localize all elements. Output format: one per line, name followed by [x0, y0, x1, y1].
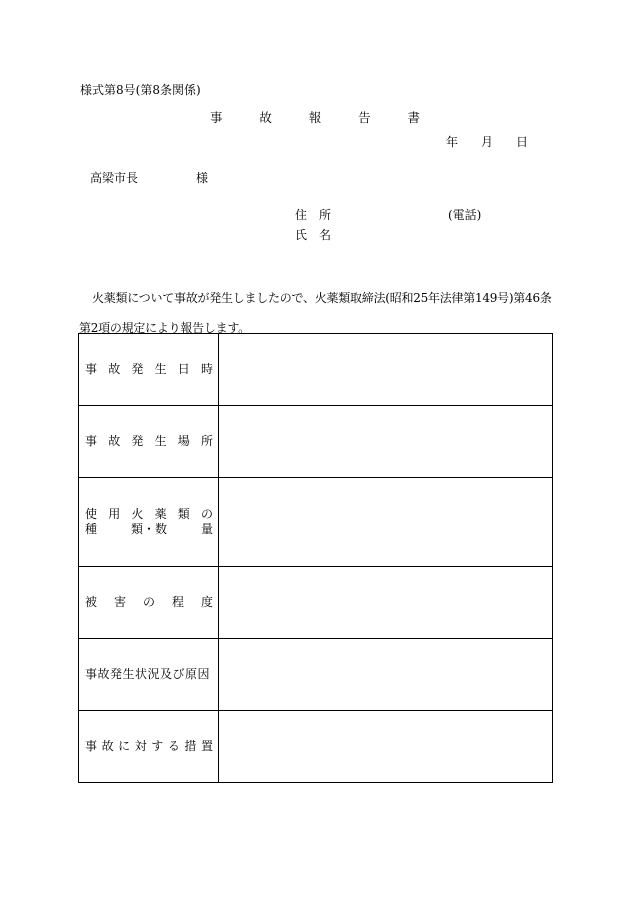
table-row — [79, 567, 553, 639]
row-label-circumstances-cause — [79, 639, 219, 711]
label-char: 薬 — [154, 507, 167, 521]
label-char: 所 — [200, 434, 213, 448]
report-table — [78, 333, 553, 783]
name-char: 氏 — [295, 228, 308, 242]
address-label — [295, 206, 331, 223]
label-char: 火 — [131, 507, 144, 521]
title-char: 故 — [259, 110, 272, 125]
label-char: 用 — [108, 507, 121, 521]
label-char: 時 — [200, 362, 213, 376]
label-char: る — [167, 739, 180, 753]
table-row — [79, 639, 553, 711]
label-char: 量 — [200, 522, 213, 536]
label-char: 種 — [85, 522, 98, 536]
label-text: 事故発生状況及び原因 — [85, 667, 211, 681]
title-char: 告 — [358, 110, 371, 125]
label-char: 置 — [200, 739, 213, 753]
table-row — [79, 711, 553, 783]
table-row — [79, 334, 553, 406]
label-char: 措 — [184, 739, 197, 753]
label-char: 被 — [85, 595, 98, 609]
addressee — [90, 169, 208, 186]
address-char: 住 — [295, 208, 308, 222]
addressee-honorific: 様 — [196, 171, 209, 185]
row-label-countermeasures — [79, 711, 219, 783]
label-char: 類・数 — [130, 522, 167, 536]
label-char: に — [118, 739, 131, 753]
label-char: 度 — [200, 595, 213, 609]
label-char: 生 — [154, 434, 167, 448]
title-char: 事 — [210, 110, 223, 125]
row-label-accident-datetime — [79, 334, 219, 406]
label-char: 生 — [154, 362, 167, 376]
circumstances-cause-field[interactable] — [219, 639, 553, 711]
date-day-label: 日 — [515, 135, 528, 149]
title-char: 書 — [407, 110, 420, 125]
table-row — [79, 478, 553, 567]
addressee-name: 高梁市長 — [90, 171, 139, 185]
date-month-label: 月 — [480, 135, 493, 149]
damage-extent-field[interactable] — [219, 567, 553, 639]
label-char: す — [151, 739, 164, 753]
accident-datetime-field[interactable] — [219, 334, 553, 406]
table-row — [79, 406, 553, 478]
label-char: 発 — [131, 362, 144, 376]
name-label — [295, 226, 331, 243]
body-text: 火薬類について事故が発生しましたので、火薬類取締法(昭和25年法律第149号)第46条第2項の規定により報告します。 — [79, 291, 552, 335]
document-title — [210, 108, 420, 126]
label-char: 事 — [85, 362, 98, 376]
label-char: 事 — [85, 739, 98, 753]
label-char: 故 — [108, 434, 121, 448]
label-char: 発 — [131, 434, 144, 448]
label-char: 害 — [113, 595, 126, 609]
row-label-damage-extent — [79, 567, 219, 639]
label-char: 程 — [171, 595, 184, 609]
label-char: 類 — [177, 507, 190, 521]
label-char: の — [142, 595, 155, 609]
label-char: の — [200, 507, 213, 521]
form-number: 様式第8号(第8条関係) — [80, 83, 201, 97]
address-char: 所 — [318, 208, 331, 222]
row-label-explosives-used — [79, 478, 219, 567]
label-char: 故 — [108, 362, 121, 376]
title-char: 報 — [308, 110, 322, 125]
label-char: 使 — [85, 507, 98, 521]
accident-place-field[interactable] — [219, 406, 553, 478]
date-year-label: 年 — [446, 135, 459, 149]
label-char: 場 — [177, 434, 190, 448]
explosives-type-quantity-field[interactable] — [219, 478, 553, 567]
phone-label: (電話) — [448, 208, 482, 222]
countermeasures-field[interactable] — [219, 711, 553, 783]
row-label-accident-place — [79, 406, 219, 478]
label-char: 故 — [101, 739, 114, 753]
label-char: 日 — [177, 362, 190, 376]
label-char: 事 — [85, 434, 98, 448]
date-line — [446, 133, 528, 150]
label-char: 対 — [134, 739, 147, 753]
name-char: 名 — [318, 228, 331, 242]
